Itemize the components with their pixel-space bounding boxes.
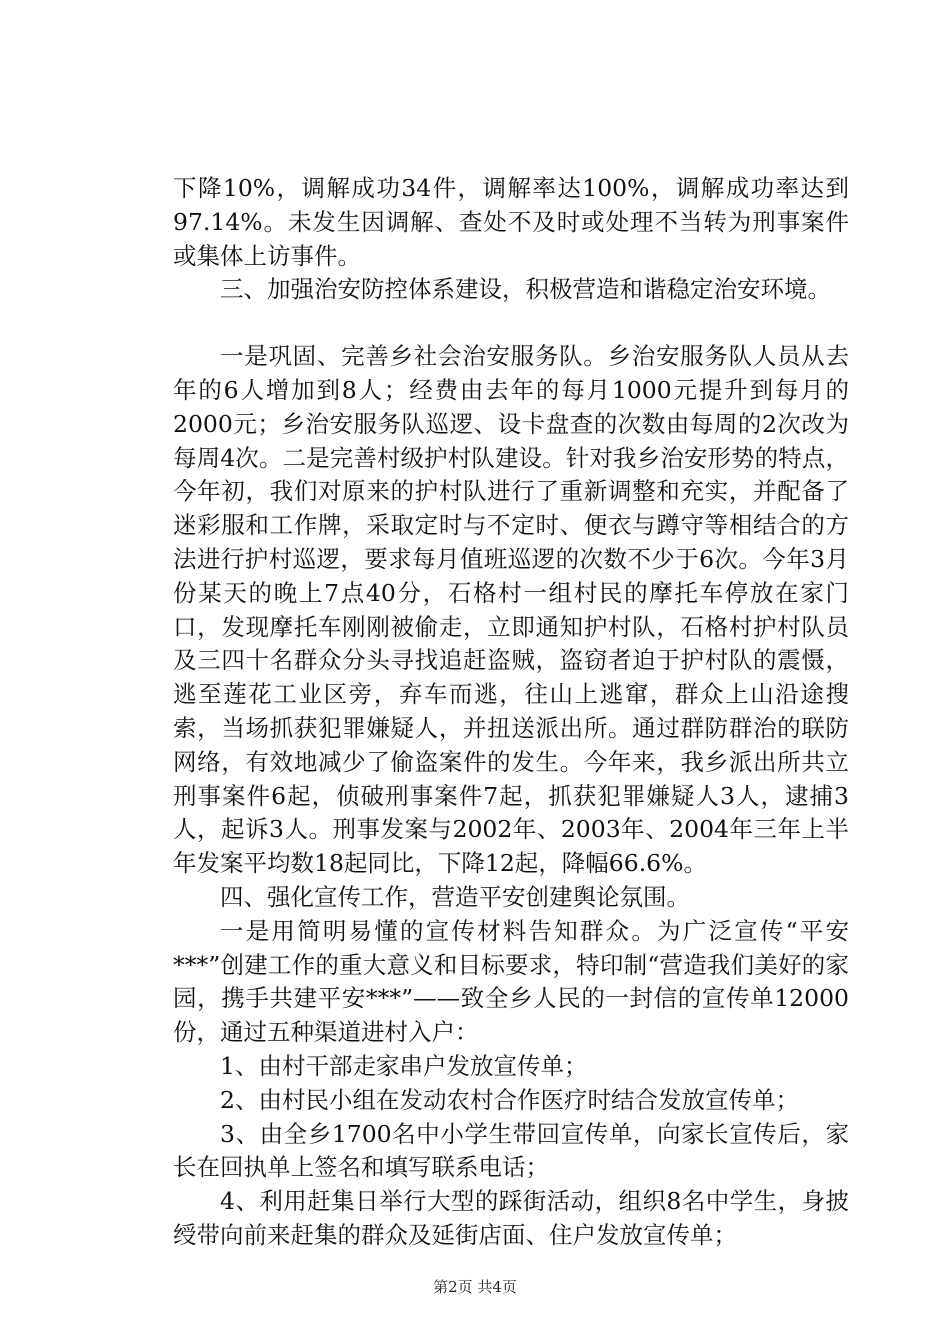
list-item-channel-1: 1、由村干部走家串户发放宣传单； [220, 1051, 588, 1080]
document-body [173, 172, 849, 1253]
list-item-channel-4: 4、利用赶集日举行大型的踩街活动，组织8名中学生，身披绶带向前来赶集的群众及延街店面、住户发放宣传单； [173, 1187, 849, 1249]
paragraph-security-teams: 一是巩固、完善乡社会治安服务队。乡治安服务队人员从去年的6人增加到8人；经费由去年的每月1000元提升到每月的2000元；乡治安服务队巡逻、设卡盘查的次数由每周的2次改为每周4次。二是完善村级护村队建设。针对我乡治安形势的特点，今年初，我们对原来的护村队进行了重新调整和充实，并配备了迷彩服和工作牌，采取定时与不定时、便衣与蹲守等相结合的方法进行护村巡逻，要求每月值班巡逻的次数不少于6次。今年3月份某天的晚上7点40分，石格村一组村民的摩托车停放在家门口，发现摩托车刚刚被偷走，立即通知护村队，石格村护村队员及三四十名群众分头寻找追赶盗贼，盗窃者迫于护村队的震慑，逃至莲花工业区旁，弃车而逃，往山上逃窜，群众上山沿途搜索，当场抓获犯罪嫌疑人，并扭送派出所。通过群防群治的联防网络，有效地减少了偷盗案件的发生。今年来，我乡派出所共立刑事案件6起，侦破刑事案件7起，抓获犯罪嫌疑人3人，逮捕3人，起诉3人。刑事发案与2002年、2003年、2004年三年上半年发案平均数18起同比，下降12起，降幅66.6%。 [173, 342, 849, 878]
paragraph-mediation-result: 下降10%，调解成功34件，调解率达100%，调解成功率达到97.14%。未发生因调解、查处不及时或处理不当转为刑事案件或集体上访事件。 [173, 174, 849, 270]
heading-section-four: 四、强化宣传工作，营造平安创建舆论氛围。 [220, 882, 690, 911]
page-footer: 第2页 共4页 [433, 1278, 517, 1296]
paragraph-leaflets: 一是用简明易懂的宣传材料告知群众。为广泛宣传“平安***”创建工作的重大意义和目标要求，特印制“营造我们美好的家园，携手共建平安***”——致全乡人民的一封信的宣传单12000份，通过五种渠道进村入户： [173, 916, 849, 1047]
list-item-channel-3: 3、由全乡1700名中小学生带回宣传单，向家长宣传后，家长在回执单上签名和填写联系电话； [173, 1119, 849, 1182]
heading-section-three: 三、加强治安防控体系建设，积极营造和谐稳定治安环境。 [220, 275, 831, 304]
list-item-channel-2: 2、由村民小组在发动农村合作医疗时结合发放宣传单； [220, 1085, 799, 1114]
